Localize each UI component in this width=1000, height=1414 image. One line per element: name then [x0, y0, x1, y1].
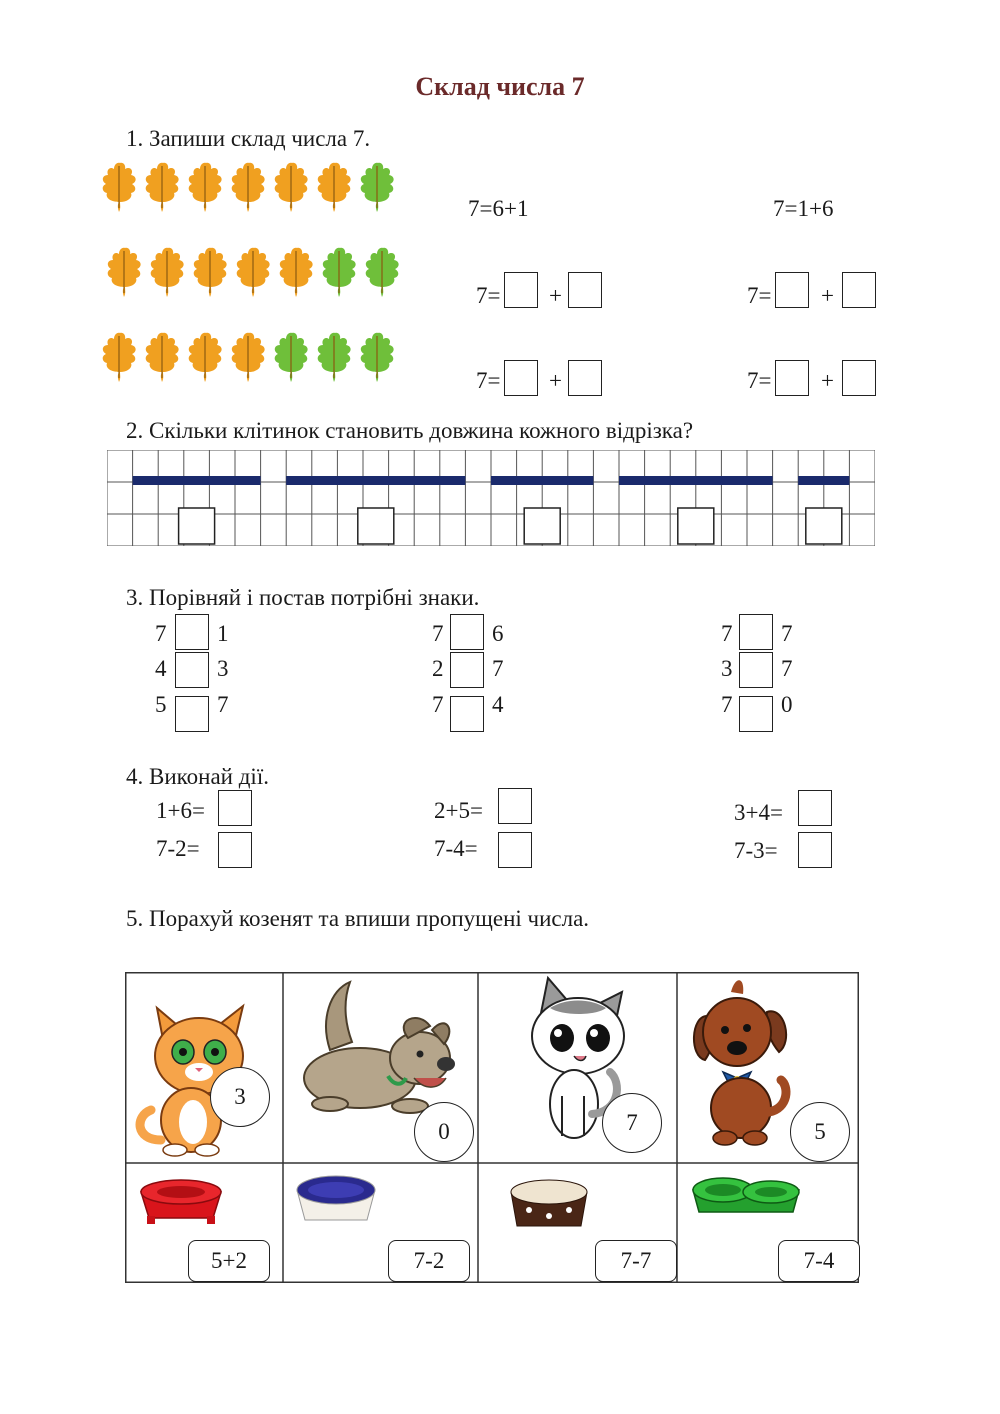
- task1-row1-left: 7=6+1: [468, 196, 529, 221]
- compare-right: 4: [492, 692, 504, 717]
- length-answer-box[interactable]: [806, 508, 842, 544]
- sign-box[interactable]: [450, 696, 484, 732]
- task1-row2-right-prefix: 7=: [747, 283, 772, 308]
- plus-sign: +: [821, 283, 834, 308]
- compare-left: 7: [155, 621, 167, 646]
- compare-left: 4: [155, 656, 167, 681]
- task1-row3-left-prefix: 7=: [476, 368, 501, 393]
- answer-box[interactable]: [842, 272, 876, 308]
- expression: 3+4=: [734, 800, 783, 825]
- green-leaf-icon: [319, 245, 359, 299]
- compare-right: 7: [781, 621, 793, 646]
- expression-box: 7-7: [595, 1240, 677, 1282]
- answer-box[interactable]: [775, 272, 809, 308]
- sign-box[interactable]: [175, 696, 209, 732]
- green-leaf-icon: [357, 330, 397, 384]
- length-answer-box[interactable]: [524, 508, 560, 544]
- sign-box[interactable]: [450, 652, 484, 688]
- orange-leaf-icon: [147, 245, 187, 299]
- expression-box: 7-2: [388, 1240, 470, 1282]
- orange-leaf-icon: [228, 160, 268, 214]
- task1-row2-left-prefix: 7=: [476, 283, 501, 308]
- segment: [133, 476, 261, 485]
- sign-box[interactable]: [175, 652, 209, 688]
- compare-left: 2: [432, 656, 444, 681]
- orange-leaf-icon: [142, 160, 182, 214]
- compare-left: 7: [432, 621, 444, 646]
- green-leaf-icon: [271, 330, 311, 384]
- answer-box[interactable]: [498, 832, 532, 868]
- number-circle: 7: [602, 1093, 662, 1153]
- orange-leaf-icon: [99, 160, 139, 214]
- answer-box[interactable]: [218, 790, 252, 826]
- expression: 2+5=: [434, 798, 483, 823]
- plus-sign: +: [821, 368, 834, 393]
- orange-leaf-icon: [190, 245, 230, 299]
- plus-sign: +: [549, 283, 562, 308]
- answer-box[interactable]: [568, 272, 602, 308]
- answer-box[interactable]: [218, 832, 252, 868]
- orange-leaf-icon: [314, 160, 354, 214]
- expression: 7-4=: [434, 836, 478, 861]
- pets-table: [125, 972, 859, 1283]
- segment: [798, 476, 849, 485]
- sign-box[interactable]: [450, 614, 484, 650]
- number-circle: 3: [210, 1067, 270, 1127]
- segment: [286, 476, 465, 485]
- plus-sign: +: [549, 368, 562, 393]
- number-circle: 5: [790, 1102, 850, 1162]
- brown-bowl-icon: [511, 1180, 587, 1226]
- compare-left: 7: [721, 692, 733, 717]
- puppy-icon: [304, 982, 455, 1113]
- green-leaf-icon: [362, 245, 402, 299]
- compare-right: 7: [781, 656, 793, 681]
- red-bowl-icon: [141, 1180, 221, 1224]
- orange-leaf-icon: [185, 330, 225, 384]
- sign-box[interactable]: [739, 652, 773, 688]
- green-bowl-icon: [693, 1178, 799, 1212]
- answer-box[interactable]: [798, 790, 832, 826]
- answer-box[interactable]: [842, 360, 876, 396]
- task4-heading: 4. Виконай дії.: [126, 764, 269, 789]
- cell-grid: [107, 450, 875, 546]
- green-leaf-icon: [314, 330, 354, 384]
- expression: 1+6=: [156, 798, 205, 823]
- green-leaf-icon: [357, 160, 397, 214]
- task3-heading: 3. Порівняй і постав потрібні знаки.: [126, 585, 480, 610]
- compare-right: 3: [217, 656, 229, 681]
- task1-row3-right-prefix: 7=: [747, 368, 772, 393]
- compare-right: 0: [781, 692, 793, 717]
- sign-box[interactable]: [175, 614, 209, 650]
- sign-box[interactable]: [739, 696, 773, 732]
- puppy-icon: [694, 980, 786, 1145]
- expression-box: 5+2: [188, 1240, 270, 1282]
- orange-leaf-icon: [233, 245, 273, 299]
- task1-heading: 1. Запиши склад числа 7.: [126, 126, 371, 151]
- answer-box[interactable]: [568, 360, 602, 396]
- answer-box[interactable]: [504, 360, 538, 396]
- answer-box[interactable]: [504, 272, 538, 308]
- segment: [619, 476, 773, 485]
- orange-leaf-icon: [104, 245, 144, 299]
- orange-leaf-icon: [228, 330, 268, 384]
- compare-left: 7: [721, 621, 733, 646]
- answer-box[interactable]: [775, 360, 809, 396]
- expression: 7-3=: [734, 838, 778, 863]
- compare-right: 7: [492, 656, 504, 681]
- orange-leaf-icon: [99, 330, 139, 384]
- task2-heading: 2. Скільки клітинок становить довжина кожного відрізка?: [126, 418, 694, 443]
- orange-leaf-icon: [142, 330, 182, 384]
- compare-right: 7: [217, 692, 229, 717]
- compare-left: 5: [155, 692, 167, 717]
- orange-leaf-icon: [271, 160, 311, 214]
- page-title: Склад числа 7: [415, 72, 585, 101]
- task5-heading: 5. Порахуй козенят та впиши пропущені числа.: [126, 906, 590, 931]
- orange-leaf-icon: [276, 245, 316, 299]
- sign-box[interactable]: [739, 614, 773, 650]
- compare-left: 3: [721, 656, 733, 681]
- segment: [491, 476, 593, 485]
- expression-box: 7-4: [778, 1240, 860, 1282]
- expression: 7-2=: [156, 836, 200, 861]
- answer-box[interactable]: [798, 832, 832, 868]
- answer-box[interactable]: [498, 788, 532, 824]
- orange-leaf-icon: [185, 160, 225, 214]
- number-circle: 0: [414, 1102, 474, 1162]
- compare-right: 6: [492, 621, 504, 646]
- length-answer-box[interactable]: [358, 508, 394, 544]
- blue-bowl-icon: [297, 1176, 375, 1220]
- length-answer-box[interactable]: [678, 508, 714, 544]
- length-answer-box[interactable]: [179, 508, 215, 544]
- compare-left: 7: [432, 692, 444, 717]
- task1-row1-right: 7=1+6: [773, 196, 834, 221]
- compare-right: 1: [217, 621, 229, 646]
